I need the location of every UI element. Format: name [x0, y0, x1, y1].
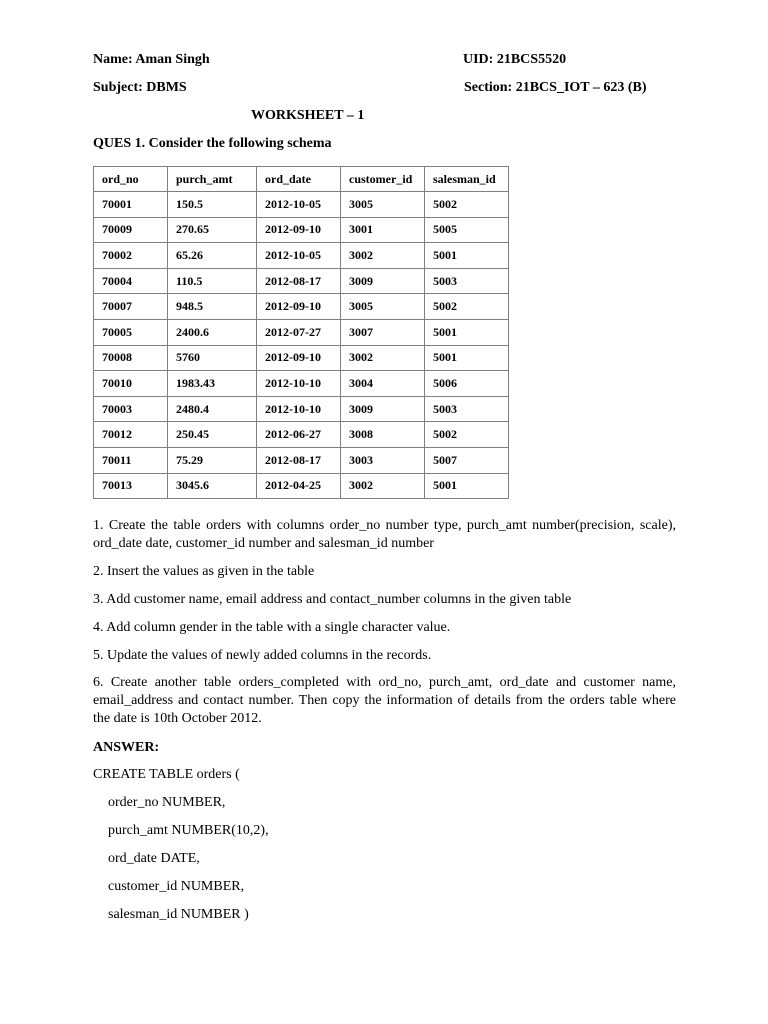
table-cell: 2012-09-10	[257, 345, 341, 371]
table-cell: 5002	[425, 422, 509, 448]
table-cell: 3002	[341, 473, 425, 499]
table-cell: 2012-10-10	[257, 396, 341, 422]
table-row	[94, 192, 509, 218]
subject: Subject: DBMS	[93, 80, 187, 95]
table-cell: 3045.6	[168, 473, 257, 499]
question-6: 6. Create another table orders_completed with ord_no, purch_amt, ord_date and customer name, email_address and contact number. Then copy the information of details from the orders table where the date is 10th October 2012.	[93, 675, 676, 726]
table-cell: 250.45	[168, 422, 257, 448]
column-header: ord_no	[94, 167, 168, 192]
table-row	[94, 371, 509, 397]
table-cell: 3009	[341, 268, 425, 294]
table-cell: 2012-07-27	[257, 319, 341, 345]
table-cell: 5002	[425, 294, 509, 320]
table-cell: 3005	[341, 294, 425, 320]
table-cell: 1983.43	[168, 371, 257, 397]
question-2: 2. Insert the values as given in the table	[93, 564, 315, 579]
table-cell: 5003	[425, 396, 509, 422]
table-cell: 2012-10-05	[257, 192, 341, 218]
table-row	[94, 473, 509, 499]
question-5: 5. Update the values of newly added columns in the records.	[93, 648, 432, 663]
table-cell: 70007	[94, 294, 168, 320]
table-row	[94, 345, 509, 371]
table-cell: 3001	[341, 217, 425, 243]
student-uid: UID: 21BCS5520	[463, 52, 567, 67]
table-cell: 5001	[425, 345, 509, 371]
table-row	[94, 243, 509, 269]
table-row	[94, 217, 509, 243]
table-cell: 70008	[94, 345, 168, 371]
column-header: customer_id	[341, 167, 425, 192]
table-cell: 70002	[94, 243, 168, 269]
table-row	[94, 422, 509, 448]
table-row	[94, 396, 509, 422]
table-cell: 2012-09-10	[257, 294, 341, 320]
table-cell: 3005	[341, 192, 425, 218]
code-line: ord_date DATE,	[108, 851, 200, 866]
section: Section: 21BCS_IOT – 623 (B)	[464, 80, 647, 95]
column-header: salesman_id	[425, 167, 509, 192]
table-cell: 5001	[425, 243, 509, 269]
table-cell: 3002	[341, 345, 425, 371]
table-cell: 2480.4	[168, 396, 257, 422]
table-cell: 2400.6	[168, 319, 257, 345]
table-cell: 2012-10-05	[257, 243, 341, 269]
column-header: ord_date	[257, 167, 341, 192]
column-header: purch_amt	[168, 167, 257, 192]
answer-label: ANSWER:	[93, 740, 160, 755]
table-cell: 70004	[94, 268, 168, 294]
table-cell: 948.5	[168, 294, 257, 320]
table-cell: 3009	[341, 396, 425, 422]
question-3: 3. Add customer name, email address and contact_number columns in the given table	[93, 592, 572, 607]
table-row	[94, 447, 509, 473]
worksheet-title: WORKSHEET – 1	[251, 108, 365, 123]
table-cell: 75.29	[168, 447, 257, 473]
table-cell: 70005	[94, 319, 168, 345]
table-cell: 2012-08-17	[257, 268, 341, 294]
table-cell: 2012-09-10	[257, 217, 341, 243]
table-cell: 2012-04-25	[257, 473, 341, 499]
table-cell: 2012-06-27	[257, 422, 341, 448]
table-cell: 65.26	[168, 243, 257, 269]
table-cell: 5003	[425, 268, 509, 294]
table-cell: 3007	[341, 319, 425, 345]
question-4: 4. Add column gender in the table with a single character value.	[93, 620, 451, 635]
table-row	[94, 268, 509, 294]
table-cell: 5001	[425, 473, 509, 499]
question-heading: QUES 1. Consider the following schema	[93, 136, 332, 151]
student-name: Name: Aman Singh	[93, 52, 210, 67]
table-cell: 5007	[425, 447, 509, 473]
code-line: CREATE TABLE orders (	[93, 767, 240, 782]
table-cell: 5006	[425, 371, 509, 397]
code-line: salesman_id NUMBER )	[108, 907, 249, 922]
table-header-row	[94, 167, 509, 192]
table-cell: 150.5	[168, 192, 257, 218]
table-cell: 5760	[168, 345, 257, 371]
table-row	[94, 319, 509, 345]
question-1: 1. Create the table orders with columns order_no number type, purch_amt number(precision, scale), ord_date date, customer_id number and salesman_id number	[93, 518, 676, 551]
table-cell: 5005	[425, 217, 509, 243]
table-cell: 70003	[94, 396, 168, 422]
code-line: customer_id NUMBER,	[108, 879, 245, 894]
table-cell: 70011	[94, 447, 168, 473]
table-cell: 5002	[425, 192, 509, 218]
table-cell: 3008	[341, 422, 425, 448]
table-cell: 70013	[94, 473, 168, 499]
table-cell: 70010	[94, 371, 168, 397]
table-cell: 70012	[94, 422, 168, 448]
table-cell: 270.65	[168, 217, 257, 243]
table-cell: 3003	[341, 447, 425, 473]
code-line: purch_amt NUMBER(10,2),	[108, 823, 269, 838]
table-cell: 70001	[94, 192, 168, 218]
table-cell: 3002	[341, 243, 425, 269]
table-cell: 70009	[94, 217, 168, 243]
table-cell: 5001	[425, 319, 509, 345]
table-cell: 110.5	[168, 268, 257, 294]
table-cell: 3004	[341, 371, 425, 397]
schema-table	[93, 166, 509, 499]
code-line: order_no NUMBER,	[108, 795, 226, 810]
table-cell: 2012-10-10	[257, 371, 341, 397]
table-cell: 2012-08-17	[257, 447, 341, 473]
table-row	[94, 294, 509, 320]
